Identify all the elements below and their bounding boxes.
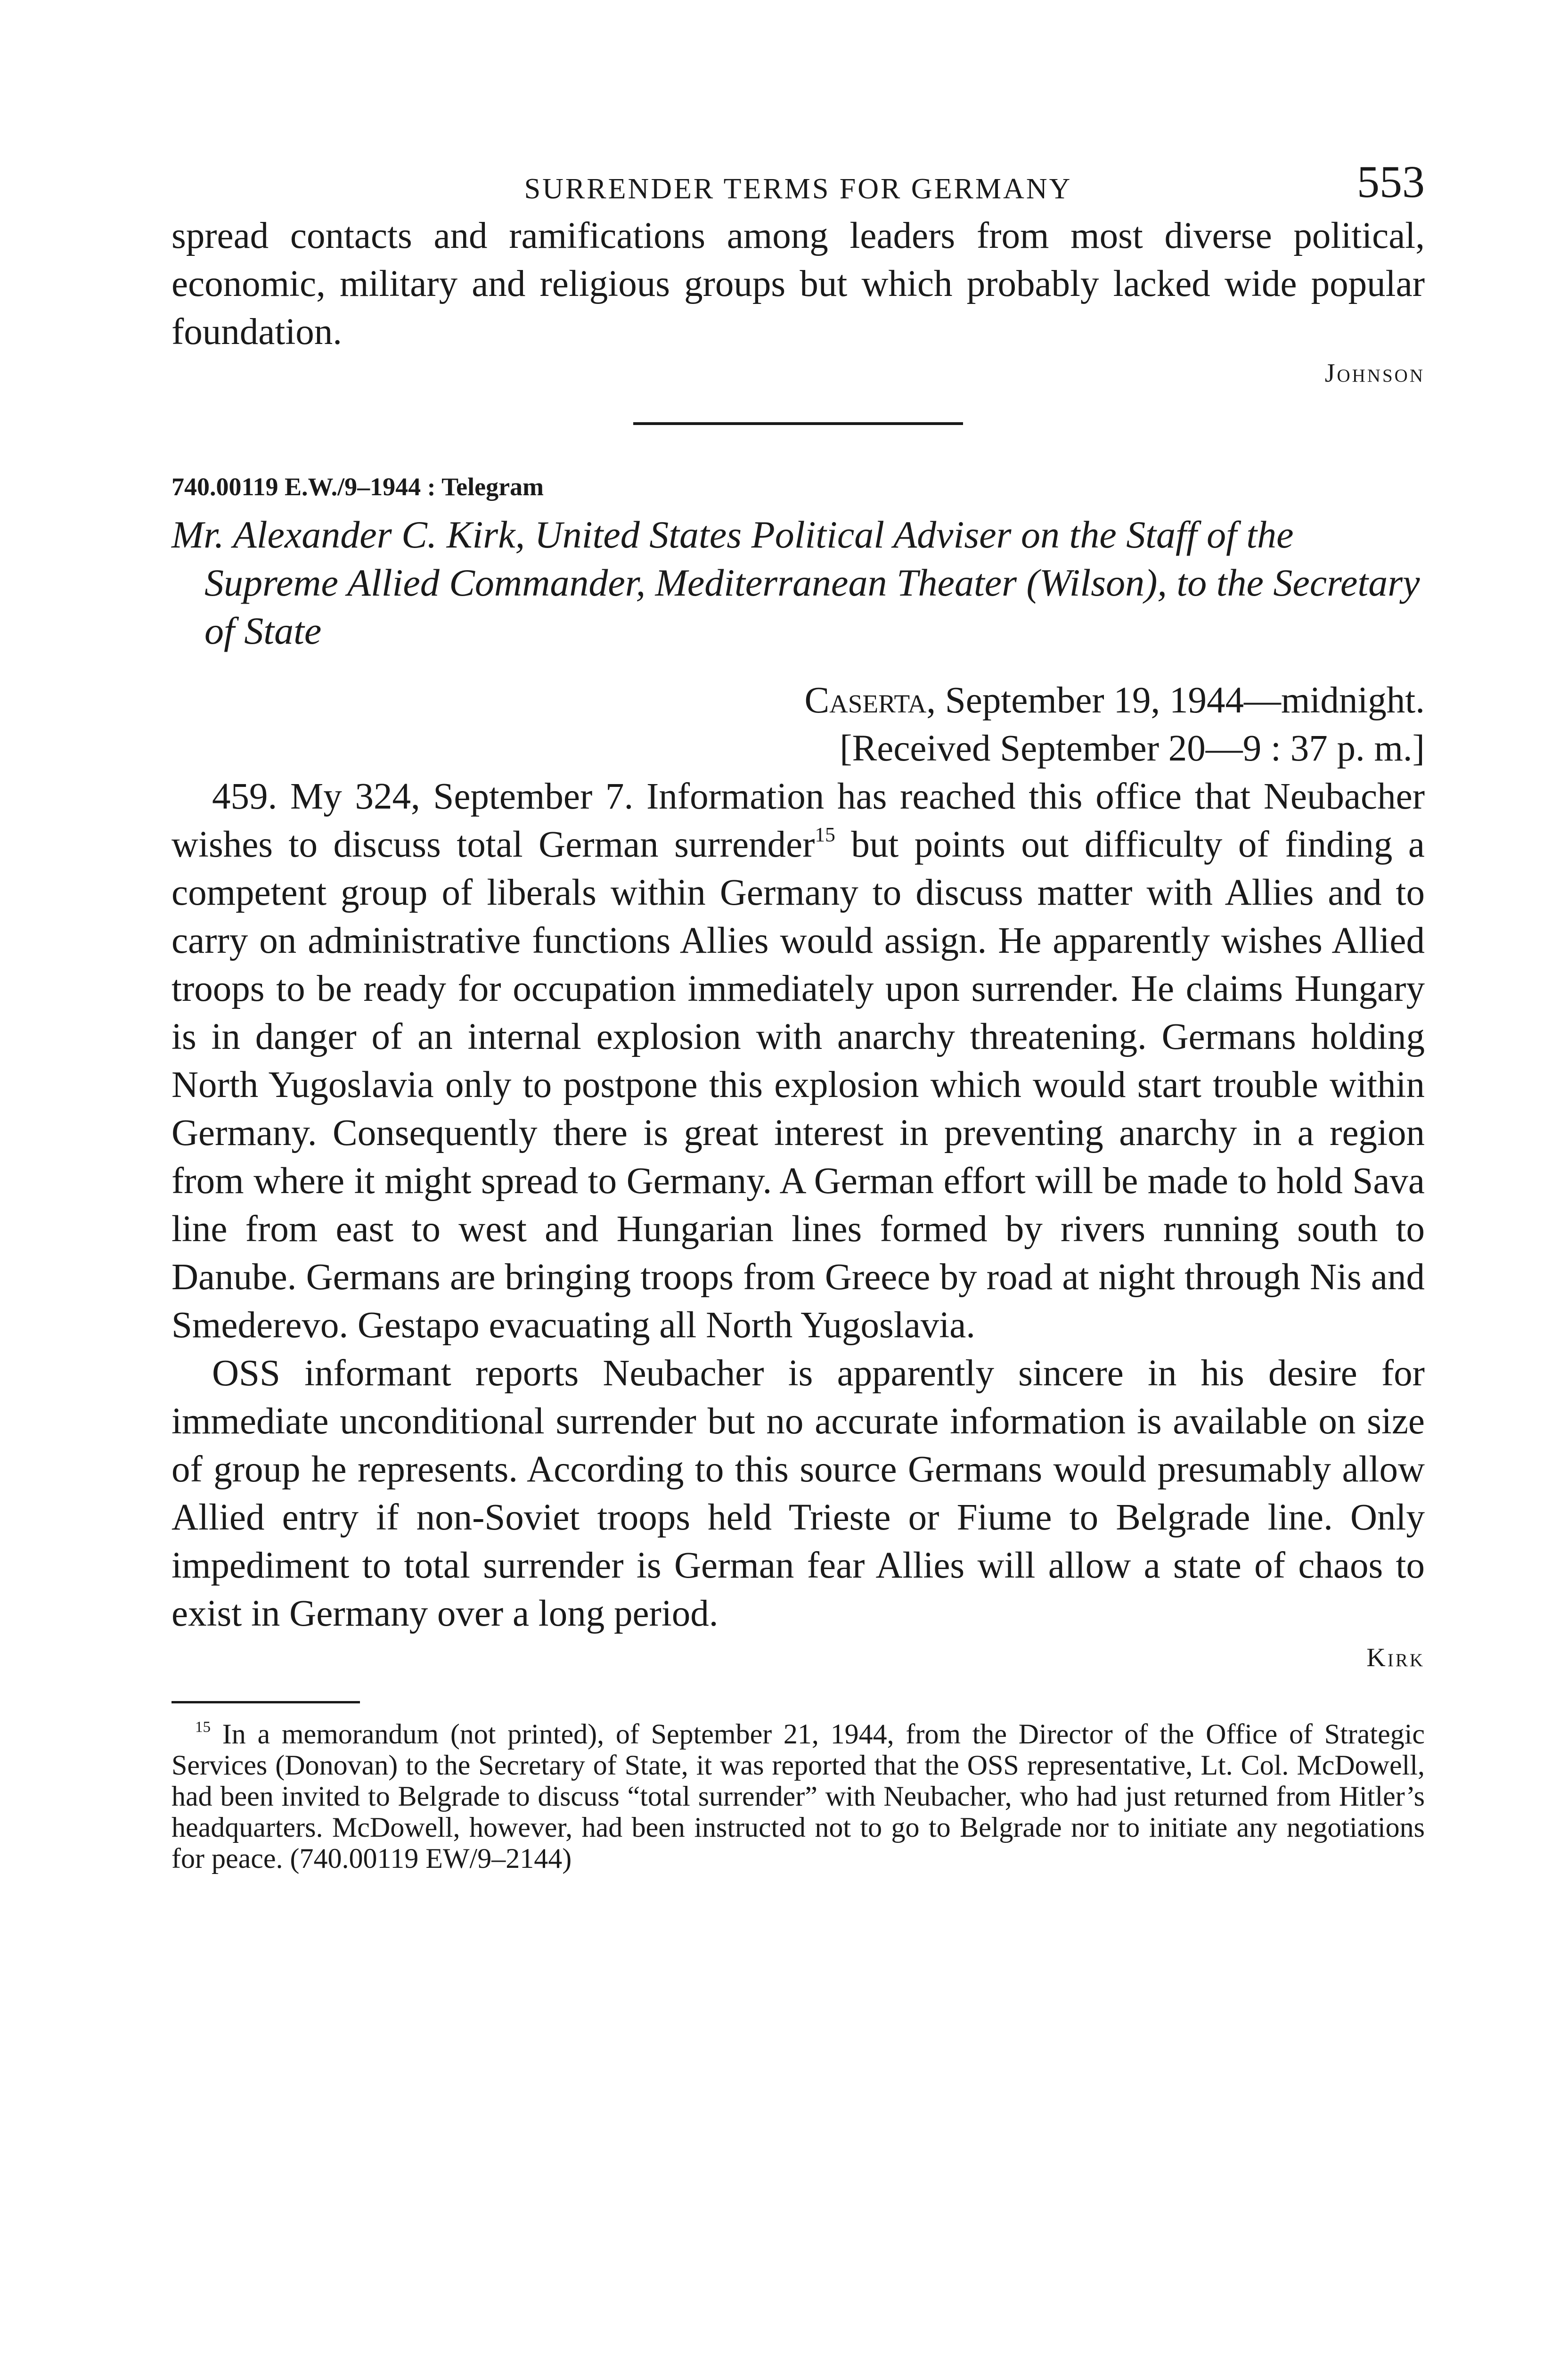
paragraph-1-opening: 459. My 324, September 7. Information has reached this office that Neubacher wishes to discuss total German surrender (172, 776, 1425, 865)
running-header (172, 155, 1425, 212)
running-title: SURRENDER TERMS FOR GERMANY (524, 173, 1072, 205)
paragraph-1-continuation: but points out difficulty of finding a competent group of liberals within Germany to discuss matter with Allies and to carry on administrative functions Allies would assign. He apparently wishes Allied troops to be ready for occupation immediately upon surrender. He claims Hungary is in danger of an internal explosion with anarchy threatening. Germans holding North Yugoslavia only to postpone this explosion which would start trouble within Germany. Consequently there is great interest in preventing anarchy in a region from where it might spread to Germany. A German effort will be made to hold Sava line from east to west and Hungarian lines formed by rivers running south to Danube. Germans are bringing troops from Greece by road at night through Nis and Smederevo. Gestapo evacuating all North Yugoslavia. (172, 824, 1425, 1346)
file-reference: 740.00119 E.W./9–1944 : Telegram (172, 473, 544, 501)
dateline-place: Caserta (804, 680, 927, 721)
telegram-paragraph-1 (172, 773, 1425, 1350)
page-number: 553 (1357, 156, 1425, 207)
dateline-date: , September 19, 1944—midnight. (926, 680, 1425, 721)
dateline (172, 677, 1425, 725)
received-line: [Received September 20—9 : 37 p. m.] (840, 728, 1425, 769)
footnote-divider (172, 1701, 360, 1703)
document-heading: Mr. Alexander C. Kirk, United States Political Adviser on the Staff of the Supreme Allied Commander, Mediterranean Theater (Wilson), to the Secretary of State (172, 513, 1420, 652)
document-page (172, 155, 1425, 1874)
telegram-paragraph-2: OSS informant reports Neubacher is apparently sincere in his desire for immediate unconditional surrender but no accurate information is available on size of group he represents. According to this source Germans would presumably allow Allied entry if non-Soviet troops held Trieste or Fiume to Belgrade line. Only impediment to total surrender is German fear Allies will allow a state of chaos to exist in Germany over a long period. (172, 1353, 1425, 1634)
section-divider (633, 422, 963, 425)
footnote-reference[interactable]: 15 (815, 823, 835, 846)
signature-kirk: Kirk (1366, 1643, 1425, 1672)
footnote (172, 1718, 1425, 1874)
footnote-number: 15 (195, 1718, 211, 1736)
signature-johnson: Johnson (1324, 359, 1425, 388)
continuation-paragraph: spread contacts and ramifications among leaders from most diverse political, economic, military and religious groups but which probably lacked wide popular foundation. (172, 215, 1425, 352)
footnote-text: In a memorandum (not printed), of September 21, 1944, from the Director of the Office of Strategic Services (Donovan) to the Secretary of State, it was reported that the OSS representative, Lt. Col. McDowell, had been invited to Belgrade to discuss “total surrender” with Neubacher, who had just returned from Hitler’s headquarters. McDowell, however, had been instructed not to go to Belgrade nor to initiate any negotiations for peace. (740.00119 EW/9–2144) (172, 1718, 1425, 1874)
